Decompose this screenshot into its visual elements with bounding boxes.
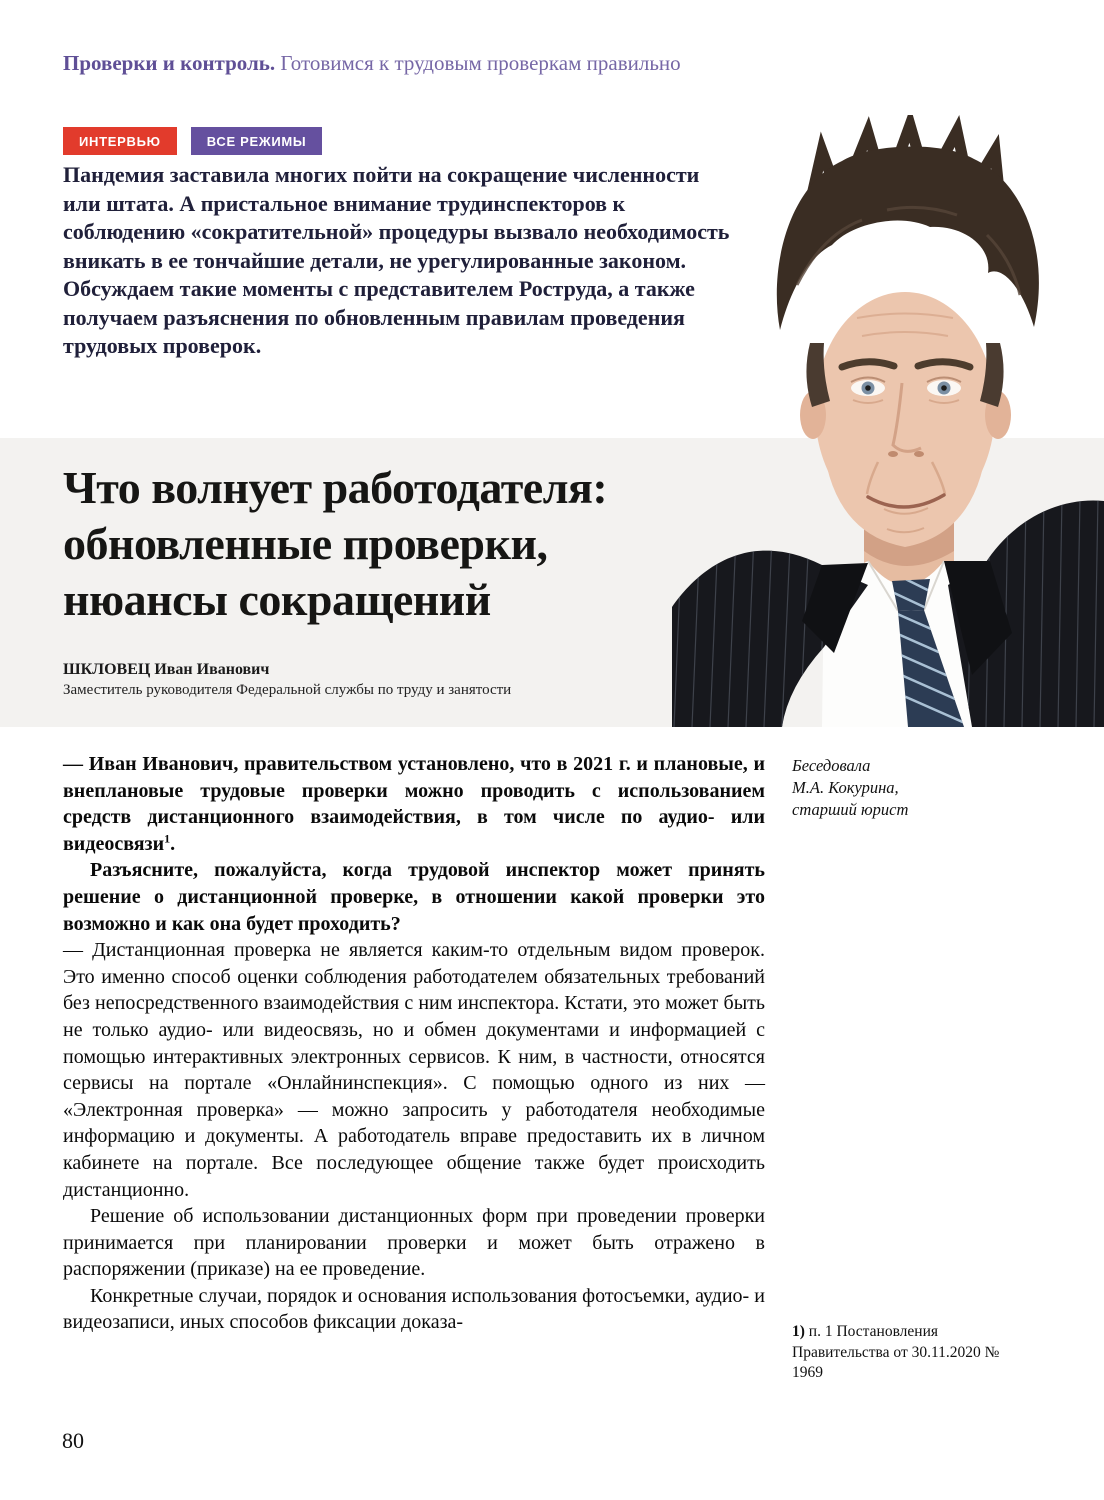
interviewer-line: Беседовала <box>792 756 871 775</box>
interviewer-line: М.А. Кокурина, <box>792 778 899 797</box>
headline-line: Что волнует работодателя: <box>63 462 608 513</box>
rubric-line <box>63 50 963 76</box>
author-block <box>63 659 511 700</box>
footnote <box>792 1322 1006 1384</box>
headline-line: обновленные проверки, <box>63 518 548 569</box>
author-name: ШКЛОВЕЦ Иван Иванович <box>63 661 270 678</box>
headline-line: нюансы сокращений <box>63 574 491 625</box>
footnote-text: п. 1 Постановления Правительства от 30.11.2020 № 1969 <box>792 1323 1000 1381</box>
article-body <box>63 751 765 1336</box>
question-text-end: . <box>170 832 176 855</box>
rubric-subtitle: Готовимся к трудовым проверкам правильно <box>275 51 681 75</box>
badge-all-modes: ВСЕ РЕЖИМЫ <box>191 127 323 155</box>
footnote-marker: 1) <box>792 1323 805 1340</box>
interviewer-line: старший юрист <box>792 800 909 819</box>
answer-paragraph: — Дистанционная проверка не является каким-то отдельным видом проверок. Это именно способ оценки соблюдения работодателем обязательных требований без непосредственного взаимодействия с ним инспектора. Кстати, это может быть не только аудио- или видеосвязь, но и обмен документами и информацией с помощью интерактивных электронных сервисов. К ним, в частности, относятся сервисы на портале «Онлайнинспекция». С помощью одного из них — «Электронная проверка» — можно запросить у работодателя необходимые информацию и документы. А работодатель вправе предоставить их в личном кабинете на портале. Все последующее общение также будет происходить дистанционно. <box>63 939 765 1201</box>
article-headline <box>63 460 607 628</box>
author-title: Заместитель руководителя Федеральной службы по труду и занятости <box>63 682 512 698</box>
question-text: — Иван Иванович, правительством установлено, что в 2021 г. и плановые, и внеплановые трудовые проверки можно проводить с использованием средств дистанционного взаимодействия, в том числе по аудио- или видеосвязи <box>63 753 765 855</box>
answer-paragraph: Решение об использовании дистанционных форм при проведении проверки принимается при планировании проверки и может быть отражено в распоряжении (приказе) на ее проведение. <box>63 1205 765 1281</box>
badge-interview: ИНТЕРВЬЮ <box>63 127 177 155</box>
footnote-reference: 1 <box>164 831 171 846</box>
rubric-title: Проверки и контроль. <box>63 51 276 75</box>
badge-row <box>63 127 322 155</box>
answer-paragraph: Конкретные случаи, порядок и основания использования фотосъемки, аудио- и видеозаписи, иных способов фиксации доказа- <box>63 1284 765 1334</box>
interviewer-credit <box>792 755 1042 821</box>
question-paragraph: Разъясните, пожалуйста, когда трудовой инспектор может принять решение о дистанционной проверке, в отношении какой проверки это возможно и как она будет проходить? <box>63 859 765 935</box>
lead-paragraph: Пандемия заставила многих пойти на сокращение численности или штата. А пристальное внимание трудинспекторов к соблюдению «сократительной» процедуры вызвало необходимость вникать в ее тончайшие детали, не урегулированные законом. Обсуждаем такие моменты с представителем Роструда, а также получаем разъяснения по обновленным правилам проведения трудовых проверок. <box>63 162 730 358</box>
question-paragraph <box>63 751 765 857</box>
page-number: 80 <box>62 1428 84 1453</box>
